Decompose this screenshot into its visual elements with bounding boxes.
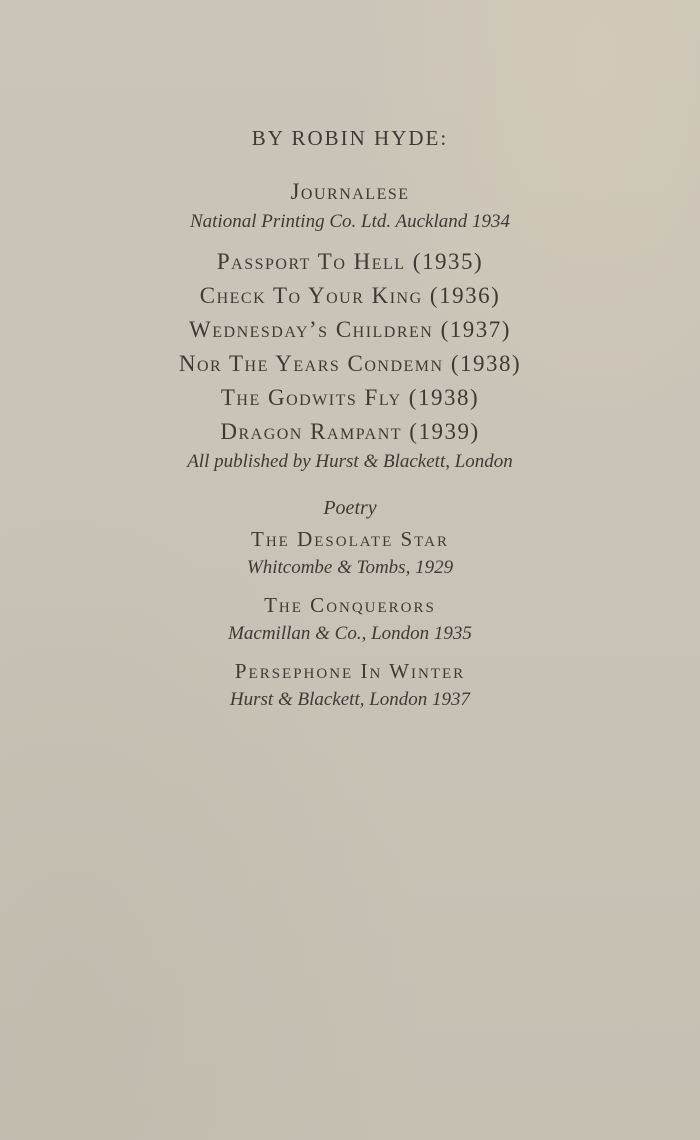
novel-title: Check To Your King (1936) bbox=[199, 283, 501, 308]
poetry-publisher: Whitcombe & Tombs, 1929 bbox=[246, 557, 454, 578]
page-heading: BY ROBIN HYDE: bbox=[251, 126, 449, 150]
poetry-entry bbox=[0, 523, 700, 581]
novel-title: Dragon Rampant (1939) bbox=[220, 419, 480, 444]
poetry-title: The Conquerors bbox=[264, 593, 436, 617]
poetry-entry bbox=[0, 589, 700, 647]
poetry-title: Persephone In Winter bbox=[234, 659, 466, 683]
poetry-section bbox=[0, 493, 700, 713]
novels-list bbox=[0, 245, 700, 475]
work-publisher: National Printing Co. Ltd. Auckland 1934 bbox=[189, 211, 511, 232]
poetry-title: The Desolate Star bbox=[251, 527, 449, 551]
novel-title: Passport To Hell (1935) bbox=[216, 249, 484, 274]
poetry-publisher: Hurst & Blackett, London 1937 bbox=[229, 689, 471, 710]
bibliography bbox=[0, 126, 700, 713]
poetry-heading: Poetry bbox=[323, 497, 377, 519]
novel-title: The Godwits Fly (1938) bbox=[220, 385, 480, 410]
journalese-entry bbox=[0, 175, 700, 235]
poetry-publisher: Macmillan & Co., London 1935 bbox=[228, 623, 472, 644]
novel-title: Wednesday’s Children (1937) bbox=[189, 317, 511, 342]
novels-publisher: All published by Hurst & Blackett, London bbox=[187, 451, 513, 472]
novel-title: Nor The Years Condemn (1938) bbox=[178, 351, 522, 376]
poetry-entry bbox=[0, 655, 700, 713]
work-title: Journalese bbox=[290, 179, 410, 204]
